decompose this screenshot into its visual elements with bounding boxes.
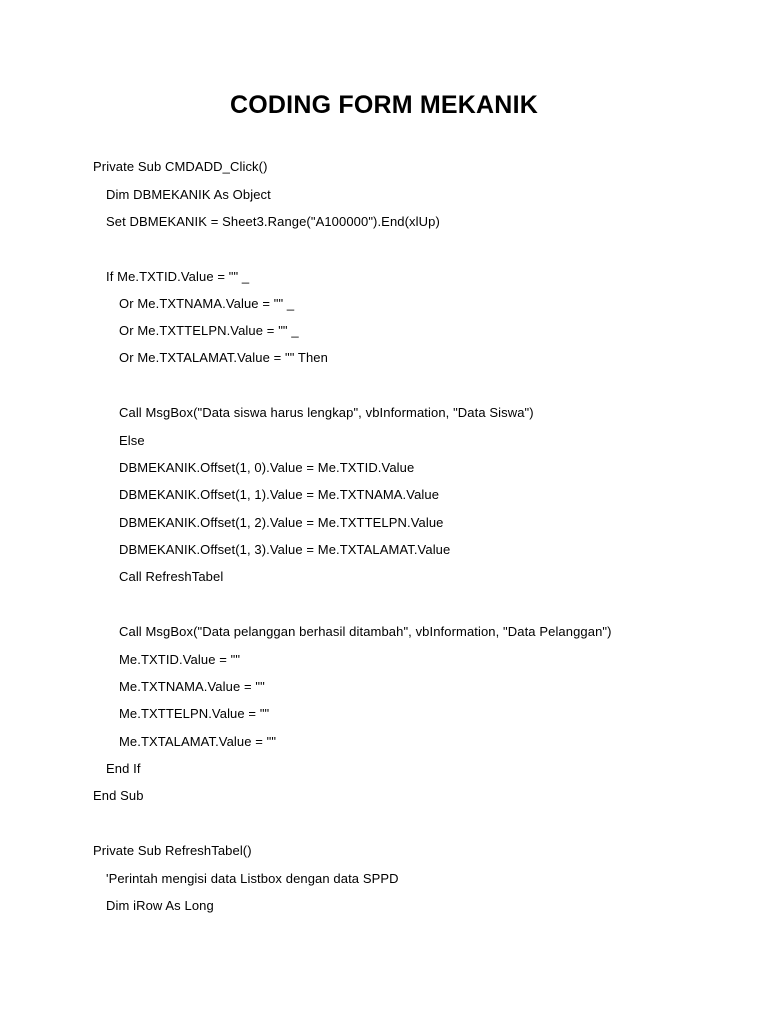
code-line: If Me.TXTID.Value = "" _ — [106, 269, 250, 284]
code-line: Or Me.TXTTELPN.Value = "" _ — [119, 323, 299, 338]
code-line: Or Me.TXTNAMA.Value = "" _ — [119, 296, 295, 311]
code-line: Set DBMEKANIK = Sheet3.Range("A100000").End(xlUp) — [106, 214, 440, 229]
code-line: Call MsgBox("Data pelanggan berhasil ditambah", vbInformation, "Data Pelanggan") — [119, 624, 612, 639]
code-line: DBMEKANIK.Offset(1, 2).Value = Me.TXTTELPN.Value — [119, 515, 444, 530]
code-line: Private Sub RefreshTabel() — [93, 843, 252, 858]
code-line: Dim iRow As Long — [106, 898, 214, 913]
code-line: DBMEKANIK.Offset(1, 3).Value = Me.TXTALAMAT.Value — [119, 542, 451, 557]
code-line: Private Sub CMDADD_Click() — [93, 159, 268, 174]
code-line: Dim DBMEKANIK As Object — [106, 187, 271, 202]
page-title: CODING FORM MEKANIK — [230, 91, 538, 119]
code-line: Me.TXTTELPN.Value = "" — [119, 706, 270, 721]
code-line: Me.TXTID.Value = "" — [119, 652, 241, 667]
code-line: Me.TXTALAMAT.Value = "" — [119, 734, 277, 749]
code-line: 'Perintah mengisi data Listbox dengan data SPPD — [106, 871, 399, 886]
code-line: DBMEKANIK.Offset(1, 0).Value = Me.TXTID.Value — [119, 460, 415, 475]
code-line: End Sub — [93, 788, 144, 803]
code-line: Else — [119, 433, 145, 448]
code-line: Me.TXTNAMA.Value = "" — [119, 679, 265, 694]
code-line: Or Me.TXTALAMAT.Value = "" Then — [119, 350, 328, 365]
code-line: Call RefreshTabel — [119, 569, 224, 584]
code-line: DBMEKANIK.Offset(1, 1).Value = Me.TXTNAMA.Value — [119, 487, 440, 502]
code-line: Call MsgBox("Data siswa harus lengkap", vbInformation, "Data Siswa") — [119, 405, 534, 420]
code-line: End If — [106, 761, 141, 776]
